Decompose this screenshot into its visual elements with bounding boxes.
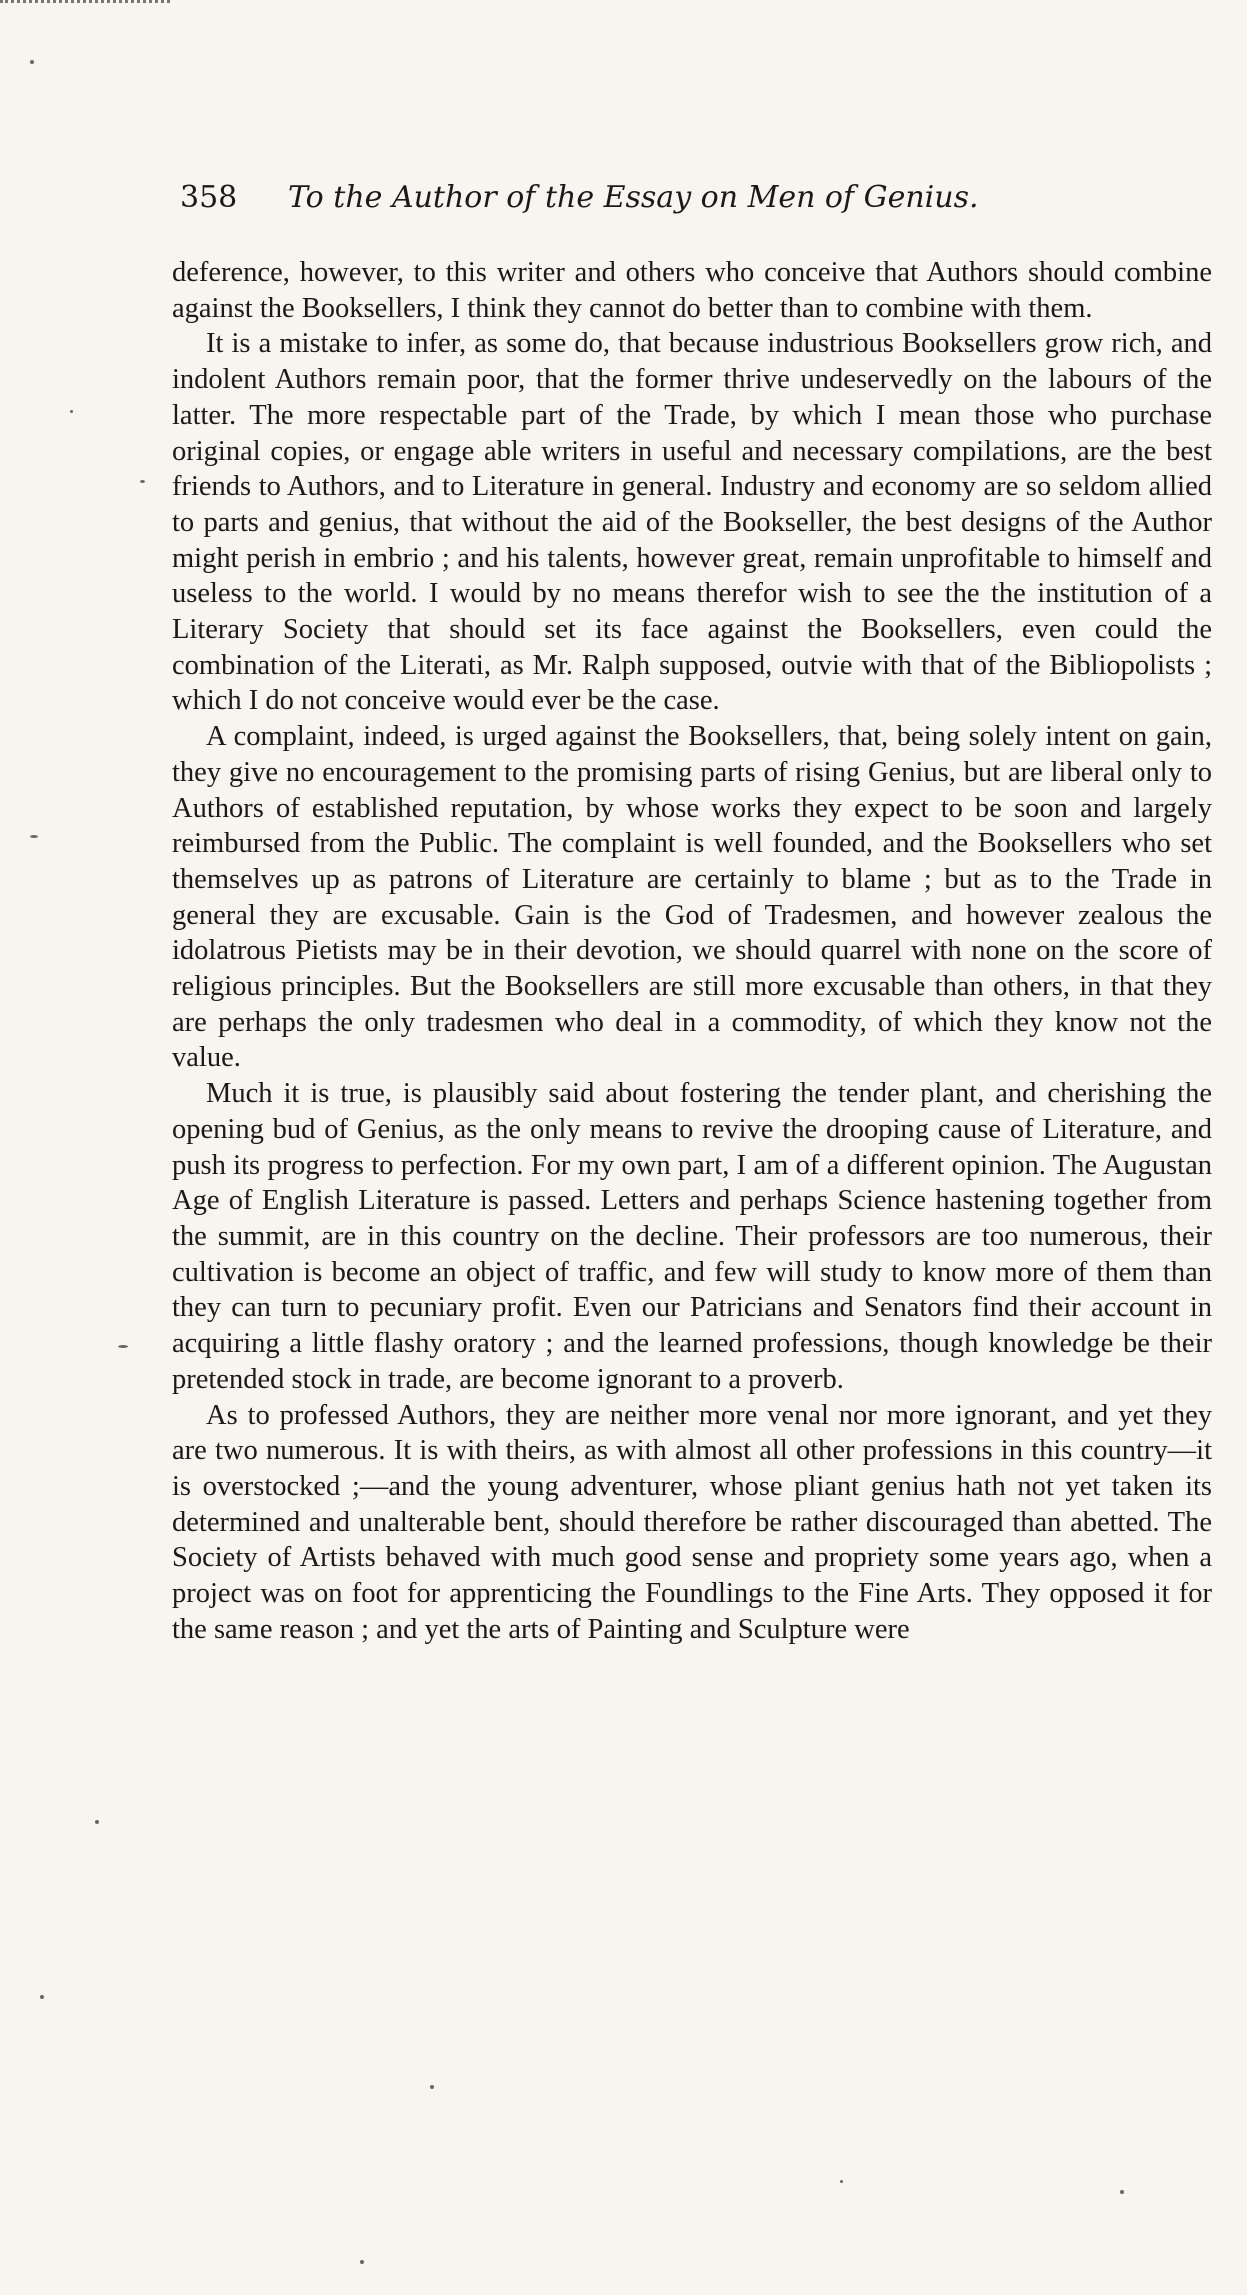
running-head: To the Author of the Essay on Men of Genius. <box>288 180 979 215</box>
paper-speck <box>140 480 145 483</box>
paragraph-continuation: deference, however, to this writer and others who conceive that Authors should combine against the Booksellers, I think they cannot do better than to combine with them. <box>172 257 1212 324</box>
paper-speck <box>840 2180 843 2183</box>
paragraph: A complaint, indeed, is urged against the Booksellers, that, being solely intent on gain, they give no encouragement to the promising parts of rising Genius, but are liberal only to Authors of established reputation, by whose works they expect to be soon and largely reimbursed from the Public. The complaint is well founded, and the Booksellers who set themselves up as patrons of Literature are certainly to blame ; but as to the Trade in general they are excusable. Gain is the God of Tradesmen, and however zealous the idolatrous Pietists may be in their devotion, we should quarrel with none on the score of religious principles. But the Booksellers are still more excusable than others, in that they are perhaps the only tradesmen who deal in a commodity, of which they know not the value. <box>172 721 1212 1074</box>
page-number: 358 <box>180 180 238 215</box>
page-edge-mark <box>0 0 170 13</box>
paragraph: It is a mistake to infer, as some do, that because industrious Booksellers grow rich, and indolent Authors remain poor, that the former thrive undeservedly on the labours of the latter. The more respectable part of the Trade, by which I mean those who purchase original copies, or engage able writers in useful and necessary compilations, are the best friends to Authors, and to Literature in general. Industry and economy are so seldom allied to parts and genius, that without the aid of the Bookseller, the best designs of the Author might perish in embrio ; and his talents, however great, remain unprofitable to himself and useless to the world. I would by no means therefor wish to see the the institution of a Literary Society that should set its face against the Booksellers, even could the combination of the Literati, as Mr. Ralph supposed, outvie with that of the Bibliopolists ; which I do not conceive would ever be the case. <box>172 328 1212 717</box>
page-header <box>180 178 1110 218</box>
paper-speck <box>430 2085 434 2089</box>
paper-speck <box>30 60 34 64</box>
paper-speck <box>95 1820 99 1824</box>
paper-speck <box>1120 2190 1124 2194</box>
paper-speck <box>118 1345 128 1348</box>
paper-speck <box>70 410 73 413</box>
paper-speck <box>30 835 38 838</box>
paper-speck <box>360 2260 364 2264</box>
paragraph: Much it is true, is plausibly said about fostering the tender plant, and cherishing the opening bud of Genius, as the only means to revive the drooping cause of Literature, and push its progress to perfection. For my own part, I am of a different opinion. The Augustan Age of English Literature is passed. Letters and perhaps Science hastening together from the summit, are in this country on the decline. Their professors are too numerous, their cultivation is become an object of traffic, and few will study to know more of them than they can turn to pecuniary profit. Even our Patricians and Senators find their account in acquiring a little flashy oratory ; and the learned professions, though knowledge be their pretended stock in trade, are become ignorant to a proverb. <box>172 1078 1212 1395</box>
body-text <box>172 255 1212 1647</box>
paper-speck <box>40 1995 44 1999</box>
paragraph: As to professed Authors, they are neither more venal nor more ignorant, and yet they are two numerous. It is with theirs, as with almost all other professions in this country—it is overstocked ;—and the young adventurer, whose pliant genius hath not yet taken its determined and unalterable bent, should therefore be rather discouraged than abetted. The Society of Artists behaved with much good sense and propriety some years ago, when a project was on foot for apprenticing the Foundlings to the Fine Arts. They opposed it for the same reason ; and yet the arts of Painting and Sculpture were <box>172 1399 1212 1645</box>
